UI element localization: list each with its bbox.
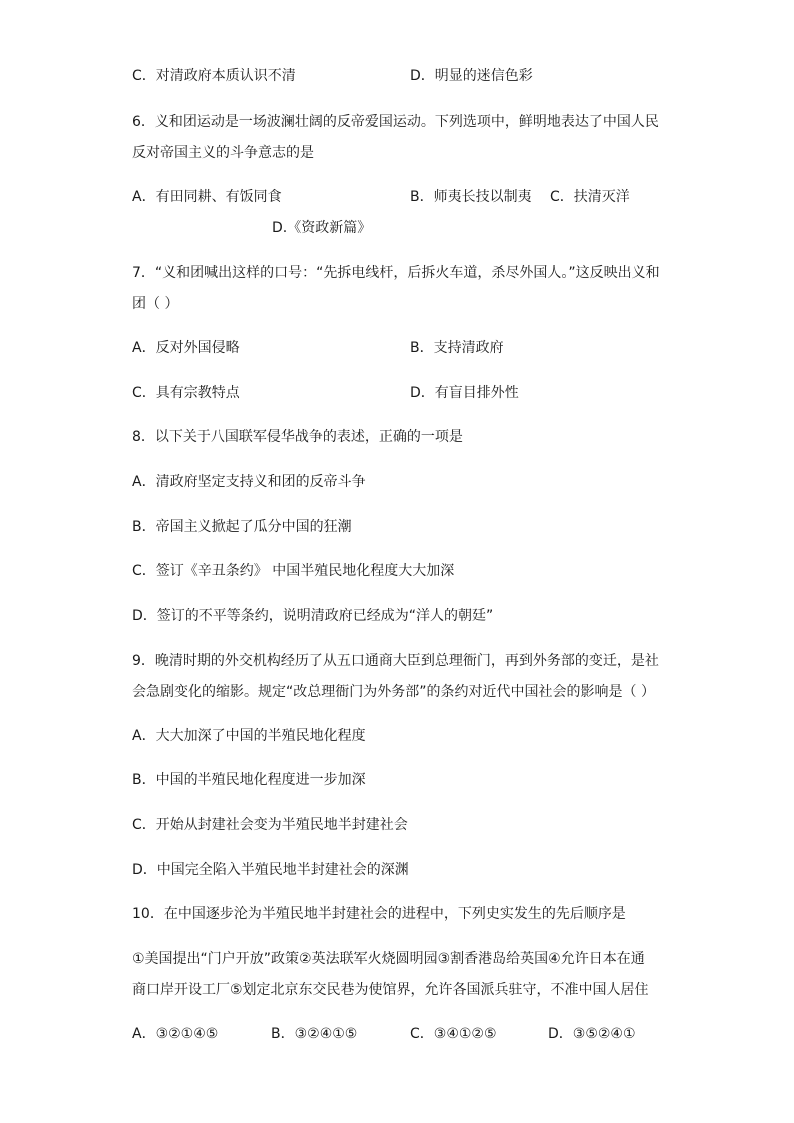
q6-option-c: C．扶清灭洋 (550, 189, 630, 205)
q6-stem-line1: 6．义和团运动是一场波澜壮阔的反帝爱国运动。下列选项中，鲜明地表达了中国人民 (132, 114, 659, 130)
q7-option-d: D．有盲目排外性 (410, 385, 519, 401)
q7-option-c: C．具有宗教特点 (132, 385, 240, 401)
q6-option-b: B．师夷长技以制夷 (410, 189, 532, 205)
q10-option-b: B．③②④①⑤ (271, 1026, 358, 1042)
q9-option-a: A．大大加深了中国的半殖民地化程度 (132, 728, 366, 744)
q8-option-c: C．签订《辛丑条约》 中国半殖民地化程度大大加深 (132, 563, 455, 579)
q6-stem-line2: 反对帝国主义的斗争意志的是 (132, 145, 314, 161)
q10-option-c: C．③④①②⑤ (410, 1026, 497, 1042)
q9-option-d: D．中国完全陷入半殖民地半封建社会的深渊 (132, 862, 409, 878)
q8-option-d: D．签订的不平等条约，说明清政府已经成为“洋人的朝廷” (132, 608, 494, 624)
q6-option-d: D.《资政新篇》 (272, 220, 372, 236)
q8-option-a: A．清政府坚定支持义和团的反帝斗争 (132, 474, 366, 490)
q5-option-c: C．对清政府本质认识不清 (132, 68, 296, 84)
q8-option-b: B．帝国主义掀起了瓜分中国的狂潮 (132, 519, 352, 535)
q7-option-a: A．反对外国侵略 (132, 340, 240, 356)
q7-stem-line2: 团（ ） (132, 296, 179, 312)
q10-stem: 10．在中国逐步沦为半殖民地半封建社会的进程中，下列史实发生的先后顺序是 (132, 906, 626, 922)
q5-option-d: D．明显的迷信色彩 (410, 68, 533, 84)
q10-items-line1: ①美国提出“门户开放”政策②英法联军火烧圆明园③割香港岛给英国④允许日本在通 (132, 951, 645, 967)
q9-option-c: C．开始从封建社会变为半殖民地半封建社会 (132, 817, 408, 833)
q10-option-a: A．③②①④⑤ (132, 1026, 219, 1042)
q8-stem: 8．以下关于八国联军侵华战争的表述，正确的一项是 (132, 429, 463, 445)
q9-stem-line2: 会急剧变化的缩影。规定“改总理衙门为外务部”的条约对近代中国社会的影响是（ ） (132, 684, 655, 700)
q6-option-a: A．有田同耕、有饭同食 (132, 189, 282, 205)
q10-items-line2: 商口岸开设工厂⑤划定北京东交民巷为使馆界，允许各国派兵驻守，不准中国人居住 (132, 982, 649, 998)
q9-option-b: B．中国的半殖民地化程度进一步加深 (132, 772, 366, 788)
q7-option-b: B．支持清政府 (410, 340, 504, 356)
q10-option-d: D．③⑤②④① (548, 1026, 636, 1042)
q9-stem-line1: 9．晚清时期的外交机构经历了从五口通商大臣到总理衙门，再到外务部的变迁，是社 (132, 653, 659, 669)
q7-stem-line1: 7．“义和团喊出这样的口号：“先拆电线杆，后拆火车道，杀尽外国人。”这反映出义和 (132, 265, 660, 281)
